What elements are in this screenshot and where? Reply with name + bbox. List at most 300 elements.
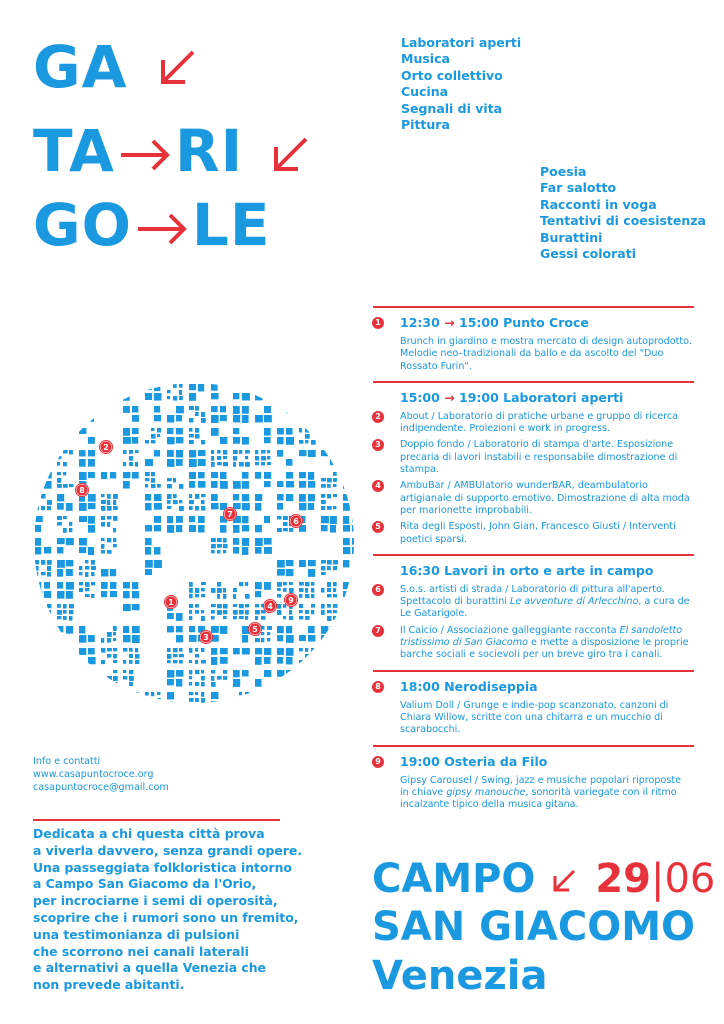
map-block (123, 701, 131, 704)
map-block (101, 506, 106, 511)
map-block (69, 670, 73, 674)
map-block (333, 406, 338, 410)
map-block (211, 682, 216, 687)
map-block (198, 450, 205, 456)
map-block (201, 582, 206, 585)
map-block (167, 484, 172, 488)
map-block (154, 406, 160, 412)
map-block (277, 604, 281, 609)
intro-line: e alternativi a quella Venezia che (33, 960, 266, 976)
map-block (47, 682, 52, 687)
map-block (223, 604, 228, 609)
map-block (352, 626, 355, 633)
map-block (101, 550, 105, 553)
map-block (201, 412, 205, 417)
map-block (195, 604, 199, 608)
map-block (233, 610, 238, 615)
map-block (277, 516, 282, 519)
map-block (79, 626, 85, 633)
map-block (327, 582, 331, 587)
map-block (305, 610, 309, 614)
section-divider (373, 554, 694, 556)
map-block (211, 604, 216, 607)
map-block (352, 525, 355, 532)
map-block (44, 472, 52, 479)
map-block (107, 654, 111, 658)
map-block (211, 550, 215, 553)
map-block (41, 654, 45, 659)
map-block (167, 613, 174, 619)
map-block (327, 566, 331, 570)
map-block (91, 396, 96, 399)
map-block (88, 635, 95, 642)
map-block (41, 648, 45, 651)
map-block (283, 528, 288, 531)
map-block (35, 638, 39, 643)
map-block (299, 396, 303, 400)
map-block (101, 676, 104, 679)
map-block (85, 572, 88, 577)
map-block (343, 698, 347, 703)
map-block (255, 648, 262, 654)
map-block (85, 582, 90, 587)
event-place (372, 855, 715, 1001)
map-block (255, 462, 259, 465)
map-block (308, 494, 315, 501)
map-block (189, 616, 192, 620)
map-block (201, 660, 206, 664)
map-block (79, 566, 82, 570)
map-block (63, 610, 67, 614)
map-block (195, 610, 199, 614)
map-block (327, 670, 330, 674)
map-block (308, 701, 316, 704)
map-block (35, 660, 39, 665)
map-block (327, 390, 331, 393)
map-block (330, 525, 336, 533)
map-block (321, 418, 325, 423)
map-block (343, 648, 350, 654)
map-block (211, 384, 218, 391)
map-block (330, 459, 337, 465)
map-block (189, 604, 193, 608)
map-block (330, 450, 338, 456)
map-graphic (33, 382, 355, 704)
map-block (311, 676, 314, 679)
map-marker-label: 5 (252, 625, 258, 634)
activity-item: Cucina (401, 84, 449, 100)
marker-badge: 2 (372, 411, 384, 423)
map-block (255, 604, 259, 607)
map-block (217, 588, 222, 593)
map-block (352, 591, 355, 597)
map-block (255, 582, 262, 589)
map-block (321, 670, 326, 673)
map-block (343, 582, 350, 589)
map-block (321, 566, 325, 570)
map-block (176, 415, 182, 421)
map-block (176, 406, 184, 413)
map-block (189, 610, 192, 614)
map-block (277, 582, 282, 587)
map-block (91, 594, 94, 598)
map-block (63, 450, 68, 453)
map-block (333, 472, 337, 476)
map-block (101, 648, 105, 653)
map-block (85, 566, 89, 570)
map-block (343, 428, 349, 436)
map-block (85, 594, 90, 597)
map-block (299, 588, 304, 592)
map-block (239, 692, 242, 695)
intro-text (33, 826, 323, 994)
map-block (88, 516, 95, 524)
map-block (157, 692, 160, 695)
map-block (132, 591, 139, 598)
map-block (277, 503, 283, 510)
map-block (239, 604, 244, 608)
map-block (211, 462, 215, 467)
email-link[interactable]: casapuntocroce@gmail.com (33, 782, 169, 793)
map-block (321, 682, 326, 685)
map-block (66, 560, 73, 566)
map-block (201, 670, 204, 673)
map-block (264, 437, 271, 443)
map-block (321, 525, 328, 531)
activity-item: Poesia (540, 164, 587, 179)
map-block (57, 670, 61, 675)
map-block (283, 390, 287, 394)
map-block (277, 698, 281, 701)
map-block (69, 450, 73, 454)
map-block (211, 450, 214, 454)
map-block (283, 522, 287, 526)
map-block (321, 384, 325, 388)
map-block (311, 428, 315, 432)
map-block (167, 396, 170, 399)
map-block (277, 494, 284, 500)
map-block (189, 648, 192, 653)
map-block (333, 494, 337, 497)
map-block (299, 582, 304, 586)
map-block (283, 384, 287, 388)
map-block (327, 604, 331, 608)
map-block (154, 516, 161, 523)
map-block (47, 572, 51, 577)
map-block (79, 547, 86, 553)
section-title-5: 9 19:00 Osteria da Filo (400, 754, 692, 769)
map-block (113, 692, 117, 697)
activity-item: Pittura (401, 117, 450, 133)
map-block (305, 434, 310, 439)
map-block (277, 610, 281, 615)
map-block (352, 406, 355, 414)
marker-badge: 5 (372, 521, 384, 533)
map-block (154, 503, 162, 510)
map-block (35, 538, 41, 546)
map-block (132, 415, 139, 422)
map-block (198, 472, 205, 478)
map-block (321, 560, 326, 564)
map-block (57, 412, 61, 417)
map-block (343, 591, 350, 597)
arrow-down-left-icon (549, 866, 579, 896)
map-block (195, 692, 198, 695)
map-block (321, 604, 325, 609)
map-block (343, 547, 350, 554)
contact-info (33, 755, 169, 794)
map-block (167, 701, 173, 704)
marker-badge: 4 (372, 480, 384, 492)
map-block (101, 660, 105, 664)
map-block (327, 676, 331, 681)
map-block (277, 481, 283, 487)
map-block (211, 544, 216, 548)
map-block (79, 384, 84, 388)
map-block (35, 472, 42, 479)
map-block (299, 415, 305, 422)
map-block (145, 478, 149, 481)
map-block (167, 500, 171, 504)
map-block (113, 638, 116, 641)
map-block (35, 406, 42, 413)
map-block (299, 610, 303, 613)
map-block (352, 472, 355, 479)
map-block (41, 506, 45, 510)
map-block (321, 626, 328, 634)
map-block (113, 516, 117, 521)
map-block (57, 582, 63, 589)
map-block (327, 406, 331, 411)
map-block (35, 572, 38, 576)
map-block (352, 481, 355, 489)
map-block (217, 550, 220, 554)
map-block (57, 538, 65, 544)
map-block (327, 506, 332, 510)
map-block (267, 626, 272, 630)
map-block (239, 462, 244, 466)
map-block (352, 547, 355, 554)
map-block (352, 582, 355, 589)
map-block (220, 648, 228, 654)
map-block (321, 434, 326, 438)
map-block (201, 676, 205, 681)
map-block (201, 418, 206, 423)
map-block (201, 610, 204, 613)
map-block (44, 481, 52, 489)
map-block (107, 538, 111, 542)
map-block (145, 494, 151, 501)
map-block (277, 437, 284, 444)
title-ta: TA (33, 117, 115, 185)
marker-badge: 1 (372, 317, 384, 329)
map-block (35, 610, 39, 614)
map-block (233, 450, 238, 454)
map-block (63, 472, 66, 475)
map-block (321, 610, 325, 615)
map-block (173, 660, 177, 663)
intro-line: non prevede abitanti. (33, 977, 185, 993)
map-block (179, 648, 183, 652)
map-marker-label: 1 (168, 598, 174, 607)
map-block (57, 456, 61, 459)
map-block (179, 384, 183, 388)
map-block (57, 657, 63, 664)
map-block (321, 396, 324, 400)
map-block (167, 459, 174, 467)
intro-line: che scorrono nei canali laterali (33, 943, 249, 959)
map-block (88, 450, 95, 456)
map-block (47, 506, 51, 510)
map-block (63, 516, 67, 519)
map-block (44, 692, 51, 699)
map-block (305, 396, 309, 399)
map-block (154, 415, 161, 421)
map-block (233, 503, 241, 509)
map-block (211, 648, 217, 655)
map-block (321, 506, 325, 510)
map-block (299, 616, 303, 619)
map-block (242, 393, 250, 400)
map-block (286, 657, 293, 664)
map-block (299, 670, 303, 674)
map-block (107, 698, 110, 701)
activity-item: Burattini (540, 229, 603, 245)
map-block (211, 456, 214, 461)
map-block (245, 616, 248, 620)
map-block (299, 682, 303, 685)
map-block (220, 657, 228, 664)
section-title-3: 16:30 Lavori in orto e arte in campo (400, 562, 654, 578)
map-block (267, 456, 270, 459)
activity-item: Segnali di vita (401, 100, 503, 116)
map-block (63, 528, 67, 533)
map-block (277, 528, 282, 532)
map-block (176, 626, 183, 632)
place-campo: CAMPO (372, 856, 536, 902)
website-link[interactable]: www.casapuntocroce.org (33, 769, 154, 780)
map-block (173, 478, 176, 482)
map-block (123, 406, 130, 413)
map-block (47, 654, 51, 659)
map-block (129, 654, 133, 658)
map-block (41, 610, 46, 614)
map-block (88, 503, 95, 509)
map-block (132, 635, 140, 643)
map-block (333, 676, 338, 681)
map-block (220, 415, 227, 421)
map-block (352, 415, 355, 421)
map-block (176, 635, 183, 642)
map-block (264, 428, 271, 436)
map-block (286, 459, 292, 466)
map-block (47, 440, 51, 443)
map-block (217, 594, 220, 599)
map-block (289, 384, 294, 389)
map-block (88, 547, 94, 555)
map-block (299, 604, 303, 608)
map-block (35, 547, 41, 554)
map-block (69, 616, 72, 621)
map-block (242, 415, 249, 423)
map-block (145, 393, 152, 400)
map-block (57, 604, 61, 608)
map-block (57, 635, 64, 641)
map-block (57, 478, 61, 483)
map-marker-label: 7 (227, 510, 233, 519)
map-block (35, 654, 40, 659)
map-block (308, 635, 315, 642)
map-block (343, 415, 351, 421)
map-block (239, 610, 244, 614)
map-block (79, 406, 86, 412)
map-block (267, 632, 270, 635)
map-block (41, 632, 44, 637)
map-block (57, 450, 61, 455)
map-block (57, 648, 64, 655)
map-block (264, 481, 271, 487)
map-block (107, 550, 112, 554)
map-block (242, 503, 250, 510)
map-block (264, 670, 271, 677)
map-block (41, 428, 46, 432)
map-block (35, 648, 38, 653)
map-block (198, 459, 206, 466)
map-block (223, 462, 228, 466)
map-block (239, 616, 244, 619)
map-block (44, 459, 51, 465)
map-block (308, 626, 315, 633)
map-block (179, 396, 183, 400)
map-block (41, 440, 46, 443)
map-block (101, 638, 104, 643)
map-block (129, 676, 134, 681)
map-block (305, 676, 309, 681)
map-block (311, 604, 315, 608)
map-block (44, 450, 52, 458)
map-block (179, 654, 184, 657)
map-block (333, 648, 337, 652)
map-block (35, 481, 42, 487)
map-block (195, 494, 199, 499)
map-block (305, 582, 310, 586)
map-block (129, 682, 133, 686)
map-block (41, 604, 45, 607)
map-block (289, 610, 292, 615)
map-block (277, 390, 282, 394)
map-block (211, 588, 216, 593)
map-block (352, 613, 355, 621)
map-block (35, 428, 39, 432)
map-block (41, 494, 46, 498)
map-block (311, 588, 314, 593)
map-block (176, 516, 183, 523)
map-block (195, 660, 198, 664)
map-block (299, 406, 305, 413)
map-block (154, 494, 161, 501)
map-block (101, 692, 105, 697)
map-block (220, 437, 227, 444)
map-block (44, 393, 50, 400)
program-item: 4 AmbuBar / AMBUlatorio wunderBAR, deambulatorio artigianale di supporto emotivo. Dimostrazione di alta moda per marionette improbabili. (372, 480, 692, 517)
map-block (286, 494, 293, 501)
map-block (107, 692, 112, 696)
map-block (189, 440, 194, 444)
section-divider (373, 381, 694, 383)
map-block (327, 412, 332, 416)
map-block (79, 503, 87, 511)
map-block (57, 626, 63, 632)
